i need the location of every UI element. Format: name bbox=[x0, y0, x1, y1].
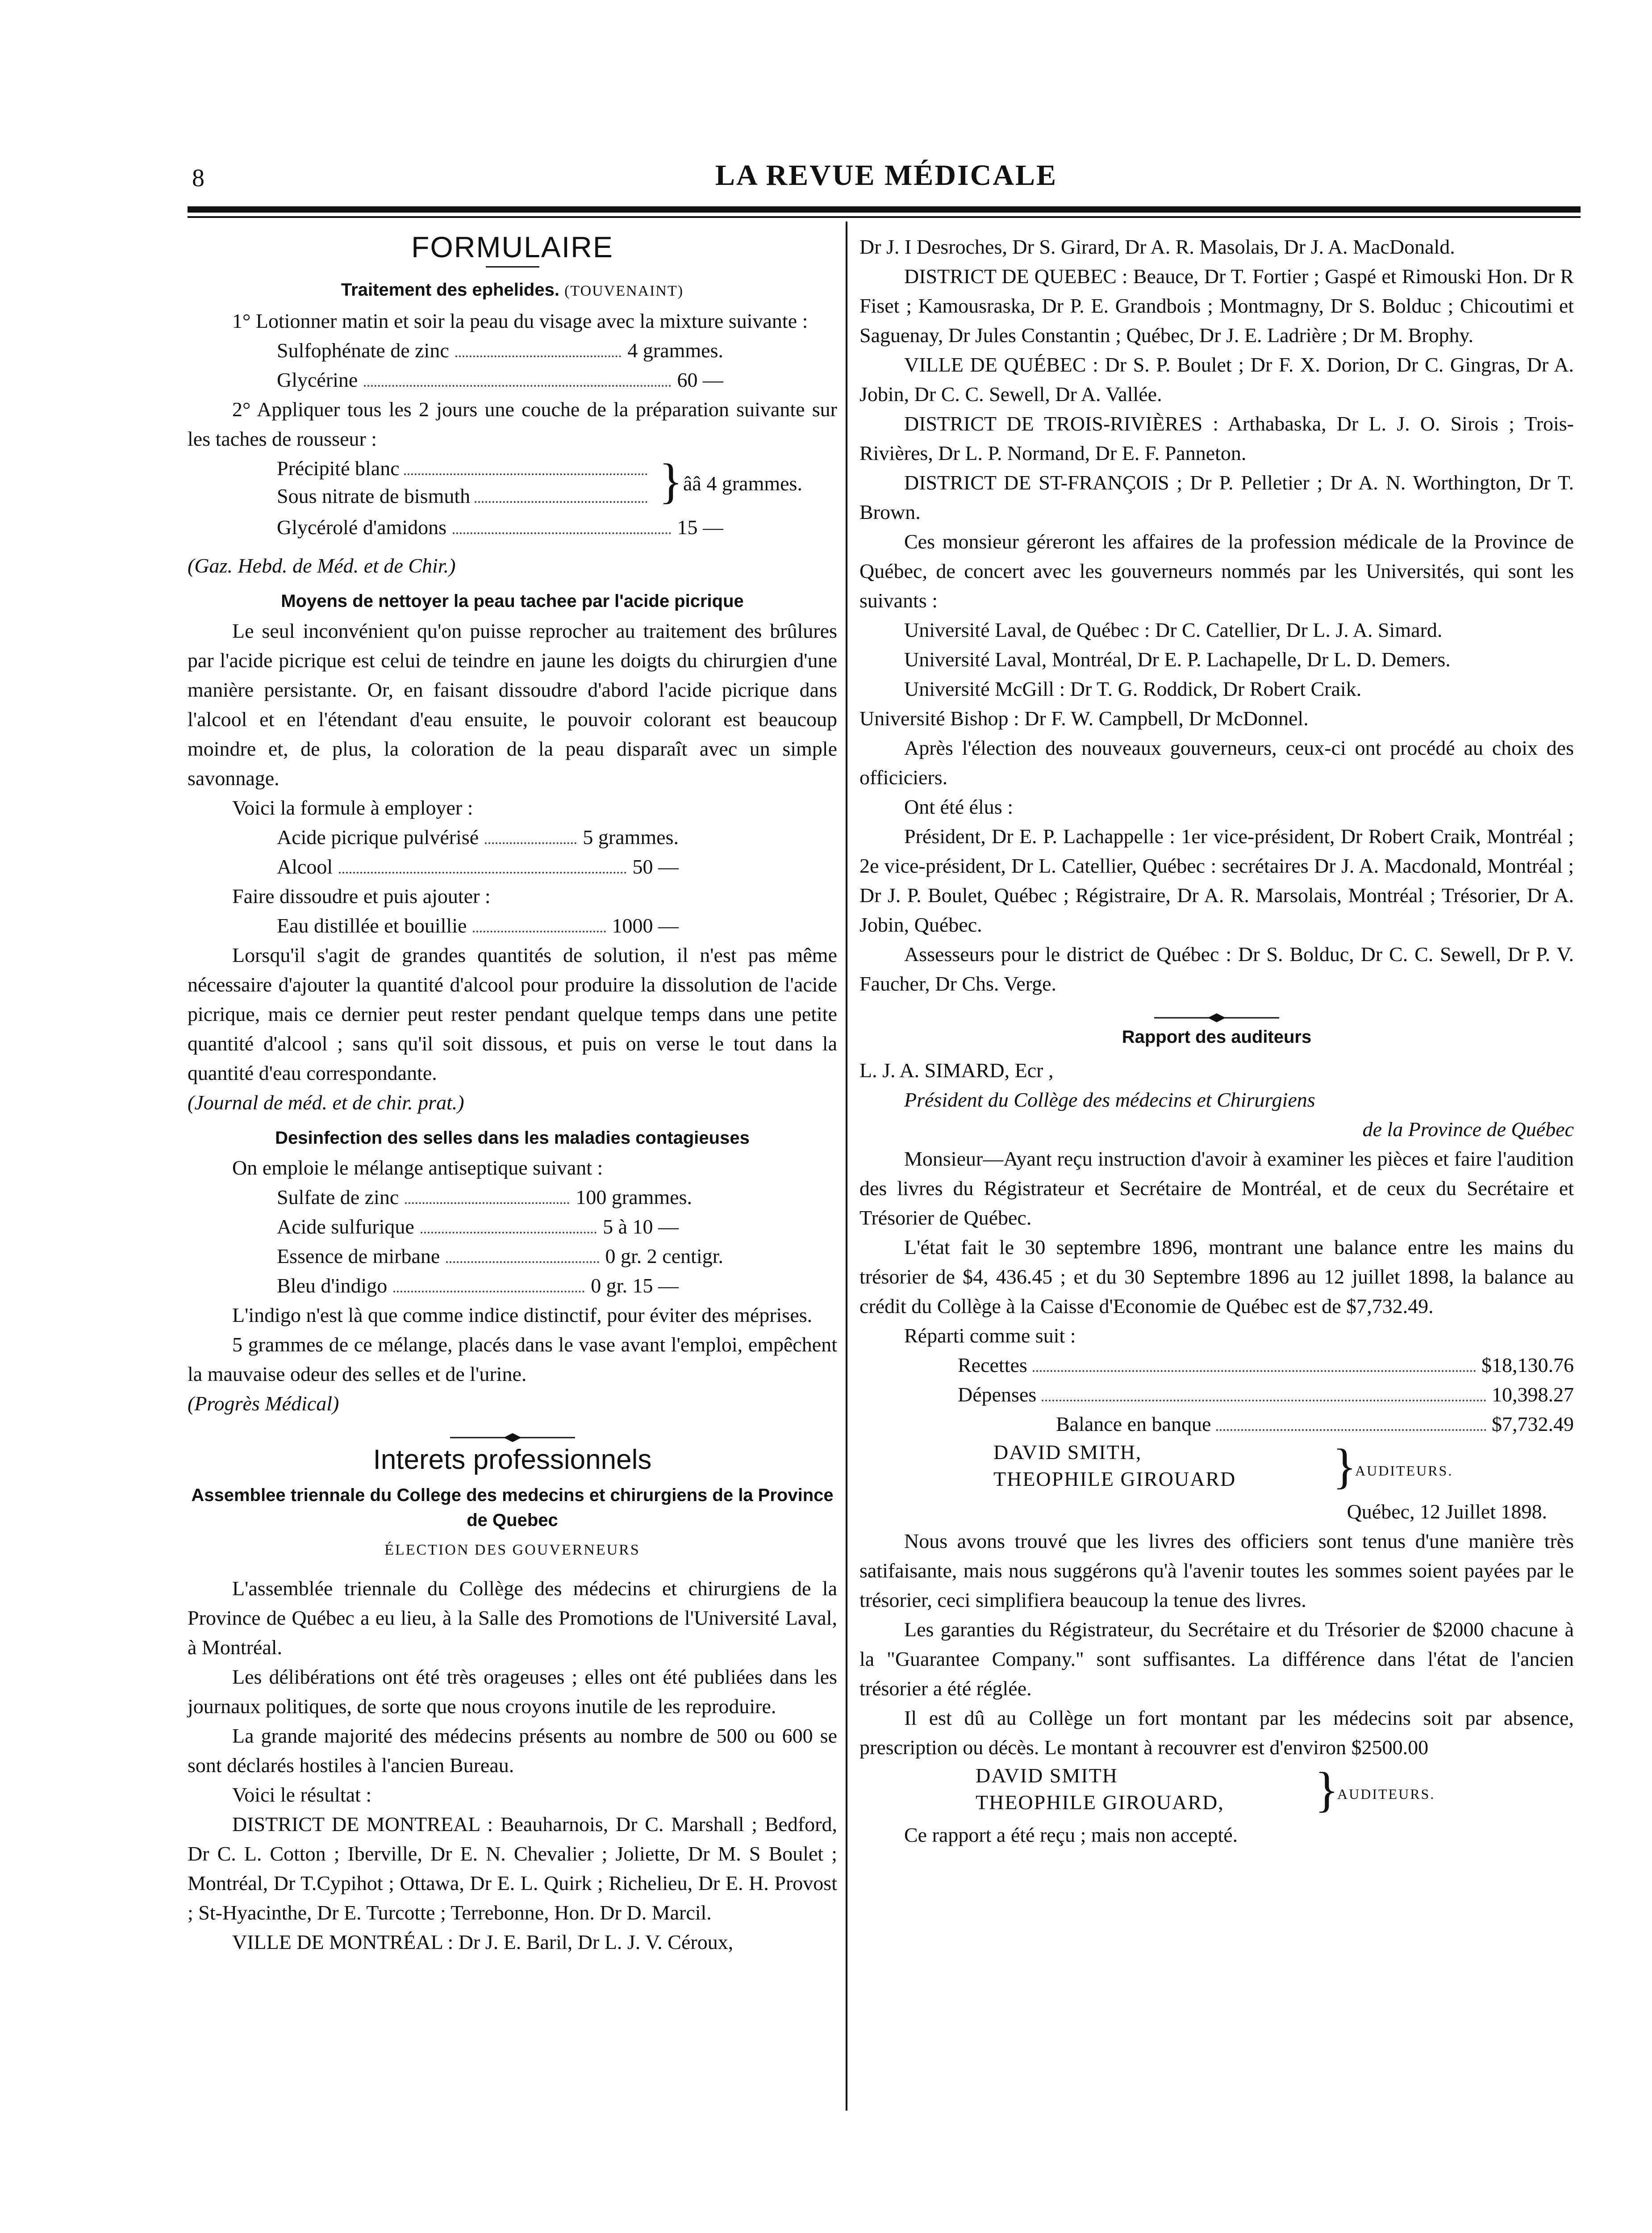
right-para-1: Dr J. I Desroches, Dr S. Girard, Dr A. R. Masolais, Dr J. A. MacDonald. bbox=[859, 235, 1455, 258]
ingredient-qty: 4 grammes. bbox=[627, 339, 723, 362]
citation: (Gaz. Hebd. de Méd. et de Chir.) bbox=[188, 554, 456, 577]
finance-label: Recettes bbox=[958, 1354, 1027, 1376]
recipe-line bbox=[277, 911, 679, 941]
right-para-6: Ces monsieur géreront les affaires de la profession médicale de la Province de Québec, de concert avec les gouverneurs nommés par les Universités, qui sont les suivants : bbox=[859, 530, 1574, 612]
right-para-7: Université Laval, de Québec : Dr C. Catellier, Dr L. J. A. Simard. bbox=[904, 619, 1443, 641]
ingredient-name: Glycérolé d'amidons bbox=[277, 516, 447, 539]
ornament-icon bbox=[1154, 1011, 1279, 1025]
rapport-para-1: Monsieur—Ayant reçu instruction d'avoir à examiner les pièces et faire l'audition des livres du Régistrateur et Secrétaire de Montréal, et de ceux du Secrétaire et Trésorier de Québec. bbox=[859, 1147, 1574, 1229]
right-para-13: Président, Dr E. P. Lachappelle : 1er vice-président, Dr Robert Craik, Montréal ; 2e vice-président, Dr L. Catellier, Québec : secrétaires Dr J. A. Macdonald, Montréal ; Dr J. P. Boulet, Québec ; Régistraire, Dr A. R. Marsolais, Montréal ; Trésorier, Dr A. Jobin, Québec. bbox=[859, 825, 1574, 936]
braced-recipe bbox=[277, 454, 813, 513]
ingredient-qty: 0 gr. 15 — bbox=[591, 1274, 679, 1297]
rapport-para-2: L'état fait le 30 septembre 1896, montrant une balance entre les mains du trésorier de $4, 436.45 ; et du 30 Septembre 1896 au 12 juillet 1898, la balance au crédit du Collège à la Caisse d'Economie de Québec est de $7,732.49. bbox=[859, 1236, 1574, 1317]
ingredient-qty: 0 gr. 2 centigr. bbox=[605, 1245, 723, 1267]
header-rule-thick bbox=[188, 206, 1581, 213]
finance-row bbox=[958, 1351, 1574, 1380]
interets-para-1: L'assemblée triennale du Collège des médecins et chirurgiens de la Province de Québec a eu lieu, à la Salle des Promotions de l'Université Laval, à Montréal. bbox=[188, 1577, 837, 1659]
ingredient-name: Glycérine bbox=[277, 368, 358, 391]
finance-row bbox=[958, 1380, 1574, 1409]
ephelides-para-1: 1° Lotionner matin et soir la peau du visage avec la mixture suivante : bbox=[232, 309, 808, 332]
rapport-heading: Rapport des auditeurs bbox=[1122, 1027, 1312, 1047]
auditor-role: AUDITEURS. bbox=[1337, 1786, 1435, 1802]
ephelides-heading bbox=[188, 277, 837, 304]
picrique-para-1: Le seul inconvénient qu'on puisse reprocher au traitement des brûlures par l'acide picrique est celui de teindre en jaune les doigts du chirurgien d'une manière persistante. Or, en faisant dissoudre d'abord l'acide picrique dans l'alcool et en l'étendant d'eau ensuite, le pouvoir colorant est beaucoup moindre et, de plus, la coloration de la peau disparaît avec un simple savonnage. bbox=[188, 619, 837, 790]
right-para-3: VILLE DE QUÉBEC : Dr S. P. Boulet ; Dr F. X. Dorion, Dr C. Gingras, Dr A. Jobin, Dr C. C. Sewell, Dr A. Vallée. bbox=[859, 353, 1574, 406]
rapport-date: Québec, 12 Juillet 1898. bbox=[1347, 1500, 1547, 1523]
recipe-line bbox=[277, 365, 723, 395]
recipe-line bbox=[277, 481, 652, 511]
ornament-divider bbox=[188, 1423, 837, 1436]
header-rule-thin bbox=[188, 216, 1581, 218]
signature-names bbox=[993, 1439, 1236, 1493]
finance-value: 10,398.27 bbox=[1492, 1383, 1574, 1406]
picrique-heading: Moyens de nettoyer la peau tachee par l'acide picrique bbox=[281, 591, 744, 611]
journal-title: LA REVUE MÉDICALE bbox=[715, 159, 1058, 192]
ingredient-name: Sulfophénate de zinc bbox=[277, 339, 449, 362]
finance-label: Balance en banque bbox=[1056, 1413, 1211, 1435]
brace-glyph: } bbox=[659, 454, 683, 508]
right-para-9: Université McGill : Dr T. G. Roddick, Dr Robert Craik. bbox=[904, 677, 1362, 700]
title-rule bbox=[486, 266, 539, 268]
ingredient-qty: ââ 4 grammes. bbox=[683, 472, 802, 495]
right-column bbox=[859, 232, 1574, 1850]
right-para-12: Ont été élus : bbox=[904, 795, 1013, 818]
recipe-line bbox=[277, 1242, 723, 1271]
right-para-5: DISTRICT DE ST-FRANÇOIS ; Dr P. Pelletier ; Dr A. N. Worthington, Dr T. Brown. bbox=[859, 471, 1574, 523]
finance-label: Dépenses bbox=[958, 1383, 1037, 1406]
formulaire-title: FORMULAIRE bbox=[411, 230, 613, 263]
desinfection-para-1: On emploie le mélange antiseptique suivant : bbox=[232, 1156, 603, 1179]
ingredient-qty: 1000 — bbox=[612, 914, 679, 937]
auditors-signature-2 bbox=[976, 1762, 1574, 1820]
right-para-10: Université Bishop : Dr F. W. Campbell, Dr McDonnel. bbox=[859, 707, 1309, 730]
ingredient-qty: 5 grammes. bbox=[583, 826, 679, 849]
right-para-2: DISTRICT DE QUEBEC : Beauce, Dr T. Fortier ; Gaspé et Rimouski Hon. Dr R Fiset ; Kamousraska, Dr P. E. Grandbois ; Montmagny, Dr S. Bolduc ; Chicoutimi et Saguenay, Dr Jules Constantin ; Québec, Dr J. E. Ladrière ; Dr M. Brophy. bbox=[859, 265, 1574, 347]
picrique-para-4: Lorsqu'il s'agit de grandes quantités de solution, il n'est pas même nécessaire d'ajouter la quantité d'alcool pour produire la dissolution de l'acide picrique, mais ce dernier peut rester pendant quelque temps dans une petite quantité d'alcool ; sans qu'il soit dissous, et puis on verse le tout dans la quantité d'eau correspondante. bbox=[188, 944, 837, 1084]
interets-title: Interets professionnels bbox=[373, 1444, 652, 1475]
election-subheading: ÉLECTION DES GOUVERNEURS bbox=[384, 1542, 640, 1558]
ephelides-para-2: 2° Appliquer tous les 2 jours une couche de la préparation suivante sur les taches de rousseur : bbox=[188, 398, 837, 450]
desinfection-heading: Desinfection des selles dans les maladies contagieuses bbox=[275, 1128, 750, 1148]
ephelides-author: (TOUVENAINT) bbox=[564, 283, 684, 299]
brace-glyph: } bbox=[1315, 1762, 1339, 1817]
signature-names bbox=[976, 1762, 1224, 1816]
page-header bbox=[188, 159, 1585, 212]
auditor-name: DAVID SMITH, bbox=[993, 1441, 1142, 1464]
auditor-name: DAVID SMITH bbox=[976, 1764, 1118, 1787]
citation: (Journal de méd. et de chir. prat.) bbox=[188, 1091, 464, 1114]
ingredient-name: Acide sulfurique bbox=[277, 1215, 414, 1238]
rapport-addressee-province: de la Province de Québec bbox=[1362, 1118, 1574, 1141]
rapport-addressee: L. J. A. SIMARD, Ecr , bbox=[859, 1059, 1054, 1082]
page-number: 8 bbox=[192, 164, 204, 192]
interets-para-5: DISTRICT DE MONTREAL : Beauharnois, Dr C. Marshall ; Bedford, Dr C. L. Cotton ; Iberville, Dr E. N. Chevalier ; Joliette, Dr M. S Boulet ; Montréal, Dr T.Cypihot ; Ottawa, Dr E. L. Quirk ; Richelieu, Dr E. H. Provost ; St-Hyacinthe, Dr E. Turcotte ; Terrebonne, Hon. Dr D. Marcil. bbox=[188, 1813, 837, 1924]
ingredient-qty: 100 grammes. bbox=[576, 1186, 692, 1208]
auditor-role: AUDITEURS. bbox=[1355, 1463, 1453, 1479]
left-column bbox=[188, 232, 837, 1957]
ingredient-qty: 60 — bbox=[677, 368, 723, 391]
ingredient-name: Eau distillée et bouillie bbox=[277, 914, 467, 937]
rapport-para-3: Réparti comme suit : bbox=[904, 1324, 1076, 1347]
ingredient-name: Bleu d'indigo bbox=[277, 1274, 388, 1297]
finance-value: $18,130.76 bbox=[1481, 1354, 1574, 1376]
auditor-name: THEOPHILE GIROUARD, bbox=[976, 1791, 1224, 1814]
recipe-line bbox=[277, 1271, 679, 1300]
auditor-name: THEOPHILE GIROUARD bbox=[993, 1468, 1236, 1490]
picrique-para-2: Voici la formule à employer : bbox=[232, 796, 473, 819]
finance-value: $7,732.49 bbox=[1492, 1413, 1574, 1435]
recipe-line bbox=[277, 1212, 679, 1242]
interets-para-2: Les délibérations ont été très orageuses ; elles ont été publiées dans les journaux politiques, de sorte que nous croyons inutile de les reproduire. bbox=[188, 1665, 837, 1718]
rapport-para-7: Ce rapport a été reçu ; mais non accepté. bbox=[904, 1823, 1238, 1846]
interets-para-3: La grande majorité des médecins présents au nombre de 500 ou 600 se sont déclarés hostiles à l'ancien Bureau. bbox=[188, 1724, 837, 1777]
interets-para-4: Voici le résultat : bbox=[232, 1783, 372, 1806]
column-divider bbox=[846, 222, 847, 2111]
rapport-addressee-title: Président du Collège des médecins et Chirurgiens bbox=[904, 1088, 1315, 1111]
right-para-4: DISTRICT DE TROIS-RIVIÈRES : Arthabaska, Dr L. J. O. Sirois ; Trois-Rivières, Dr L. P. Normand, Dr E. F. Panneton. bbox=[859, 412, 1574, 464]
interets-para-6: VILLE DE MONTRÉAL : Dr J. E. Baril, Dr L. J. V. Céroux, bbox=[232, 1931, 734, 1953]
recipe-line bbox=[277, 852, 679, 882]
ingredient-name: Précipité blanc bbox=[277, 457, 400, 480]
ingredient-name: Sous nitrate de bismuth bbox=[277, 485, 471, 507]
ingredient-name: Acide picrique pulvérisé bbox=[277, 826, 479, 849]
rapport-para-6: Il est dû au Collège un fort montant par les médecins soit par absence, prescription ou décès. Le montant à recouvrer est d'environ $2500.00 bbox=[859, 1706, 1574, 1759]
right-para-8: Université Laval, Montréal, Dr E. P. Lachapelle, Dr L. D. Demers. bbox=[904, 648, 1451, 671]
assemblee-heading: Assemblee triennale du College des medecins et chirurgiens de la Province de Quebec bbox=[191, 1485, 834, 1530]
auditors-signature-1 bbox=[993, 1439, 1574, 1497]
ingredient-name: Sulfate de zinc bbox=[277, 1186, 399, 1208]
rapport-para-4: Nous avons trouvé que les livres des officiers sont tenus d'une manière très satifaisante, mais nous suggérons qu'à l'avenir toutes les sommes soient payées par le trésorier, ceci simplifiera beaucoup la tenue des livres. bbox=[859, 1530, 1574, 1611]
desinfection-para-3: 5 grammes de ce mélange, placés dans le vase avant l'emploi, empêchent la mauvaise odeur des selles et de l'urine. bbox=[188, 1333, 837, 1385]
brace-glyph: } bbox=[1333, 1439, 1356, 1493]
ingredient-name: Alcool bbox=[277, 855, 333, 878]
ornament-icon bbox=[450, 1431, 575, 1444]
picrique-para-3: Faire dissoudre et puis ajouter : bbox=[232, 885, 491, 907]
recipe-line bbox=[277, 336, 723, 365]
right-para-14: Assesseurs pour le district de Québec : Dr S. Bolduc, Dr C. C. Sewell, Dr P. V. Faucher, Dr Chs. Verge. bbox=[859, 943, 1574, 995]
recipe-line bbox=[277, 1183, 692, 1212]
rapport-para-5: Les garanties du Régistrateur, du Secrétaire et du Trésorier de $2000 chacune à la "Guarantee Company." sont suffisantes. La différence dans l'état de l'ancien trésorier a été réglée. bbox=[859, 1618, 1574, 1700]
ephelides-title: Traitement des ephelides. bbox=[341, 280, 559, 300]
ingredient-qty: 5 à 10 — bbox=[603, 1215, 679, 1238]
recipe-line bbox=[277, 454, 652, 483]
ingredient-name: Essence de mirbane bbox=[277, 1245, 440, 1267]
ingredient-qty: 50 — bbox=[632, 855, 679, 878]
recipe-line bbox=[277, 823, 679, 852]
desinfection-para-2: L'indigo n'est là que comme indice distinctif, pour éviter des méprises. bbox=[232, 1304, 813, 1326]
finance-row bbox=[1056, 1409, 1574, 1439]
ingredient-qty: 15 — bbox=[677, 516, 723, 539]
recipe-line bbox=[277, 513, 723, 542]
citation: (Progrès Médical) bbox=[188, 1392, 339, 1415]
right-para-11: Après l'élection des nouveaux gouverneurs, ceux-ci ont procédé au choix des officiciers. bbox=[859, 736, 1574, 789]
ornament-divider bbox=[859, 1003, 1574, 1016]
